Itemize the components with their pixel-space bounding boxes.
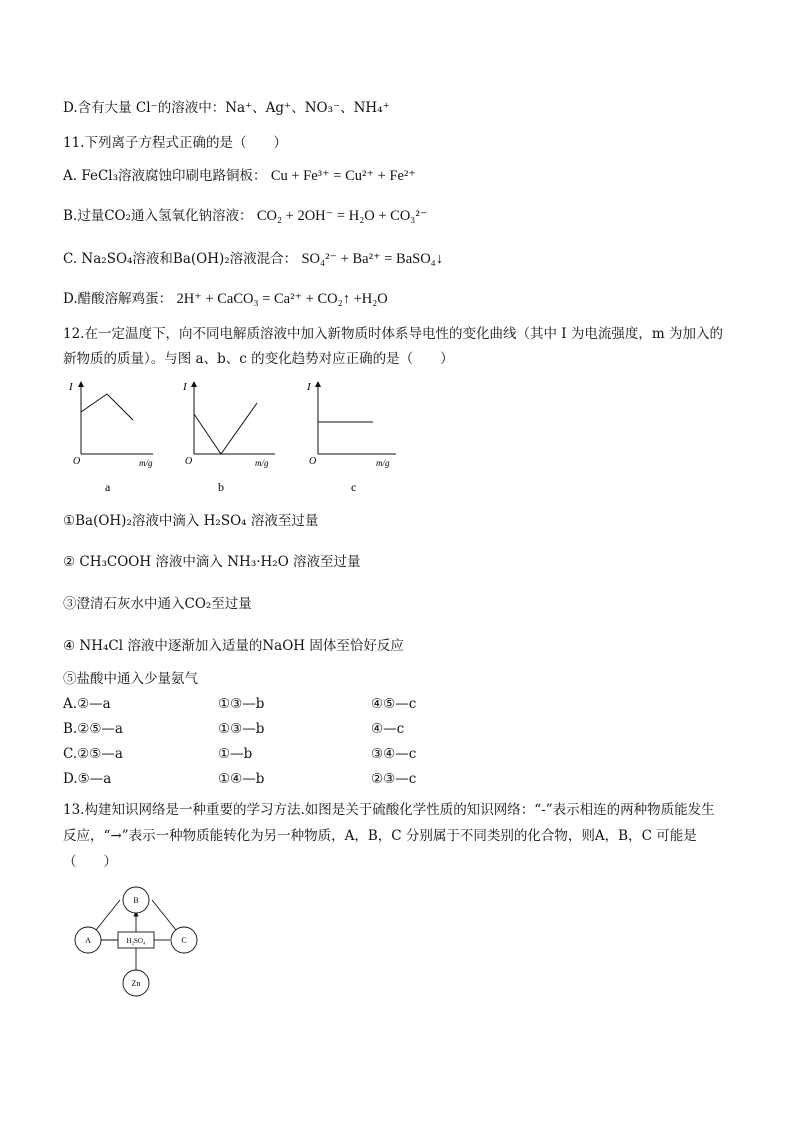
q12-graphs <box>63 376 403 496</box>
option-d-col1: D.⑤—a <box>63 771 112 787</box>
q12-item-1: ①Ba(OH)₂溶液中滴入 H₂SO₄ 溶液至过量 <box>63 513 319 529</box>
graph-a-caption: a <box>105 480 111 494</box>
graph-b-curve <box>194 403 257 454</box>
q11-stem: 11.下列离子方程式正确的是（ ） <box>63 135 287 151</box>
q12-item-5: ⑤盐酸中通入少量氨气 <box>63 671 198 687</box>
q11-b-formula: CO₂ + 2OH⁻ = H₂O + CO₃²⁻ <box>256 208 428 224</box>
graph-b <box>182 381 275 494</box>
q12-item-2: ② CH₃COOH 溶液中滴入 NH₃·H₂O 溶液至过量 <box>63 554 361 570</box>
option-c-col3: ③④—c <box>371 746 417 762</box>
q12-item-4: ④ NH₄Cl 溶液中逐渐加入适量的NaOH 固体至恰好反应 <box>63 638 404 654</box>
q11-b-text: B.过量CO₂通入氢氧化钠溶液： <box>63 208 253 224</box>
svg-text:B: B <box>133 896 139 905</box>
q12-item-3: ③澄清石灰水中通入CO₂至过量 <box>63 596 252 612</box>
option-b-col1: B.②⑤—a <box>63 721 123 737</box>
graph-c-origin: O <box>309 456 317 467</box>
q13-stem: 13.构建知识网络是一种重要的学习方法.如图是关于硫酸化学性质的知识网络：“-”表示相连的两种物质能发生反应，“→”表示一种物质能转化为另一种物质，A，B，C 分别属于不同类别的化合物，则A，B，C 可能是（ ） <box>63 802 715 870</box>
option-a-col1: A.②—a <box>63 696 111 712</box>
graph-b-x-label: m/g <box>255 458 269 468</box>
q11-option-c <box>63 250 443 268</box>
q10-option-d: D.含有大量 Cl⁻的溶液中：Na⁺、Ag⁺、NO₃⁻、NH₄⁺ <box>63 100 390 116</box>
svg-text:Zn: Zn <box>131 979 141 988</box>
node-a <box>75 927 101 953</box>
graph-c <box>306 381 396 494</box>
option-d-col3: ②③—c <box>371 771 417 787</box>
q11-d-text: D.醋酸溶解鸡蛋： <box>63 291 173 307</box>
graph-a <box>68 381 153 494</box>
graph-c-x-label: m/g <box>376 458 390 468</box>
svg-text:H₂SO₄: H₂SO₄ <box>126 937 146 945</box>
q11-option-b <box>63 207 427 225</box>
graph-b-y-label: I <box>183 381 187 393</box>
q11-c-formula: SO₄²⁻ + Ba²⁺ = BaSO₄↓ <box>301 251 443 267</box>
graph-a-origin: O <box>73 456 81 467</box>
q11-d-formula: 2H⁺ + CaCO₃ = Ca²⁺ + CO₂↑ +H₂O <box>176 291 388 307</box>
node-b <box>123 887 149 913</box>
graph-c-y-label: I <box>307 381 311 393</box>
q12-option-b <box>63 721 463 739</box>
graph-b-caption: b <box>218 480 224 494</box>
q11-a-formula: Cu + Fe³⁺ = Cu²⁺ + Fe²⁺ <box>270 168 416 184</box>
q13-diagram <box>66 882 206 1002</box>
q12-stem: 12.在一定温度下，向不同电解质溶液中加入新物质时体系导电性的变化曲线（其中 I 为电流强度，m 为加入的新物质的质量）。与图 a、b、c 的变化趋势对应正确的是（ ） <box>63 326 723 367</box>
node-zn <box>123 970 149 996</box>
q12-option-d <box>63 771 463 789</box>
svg-text:A: A <box>85 936 91 945</box>
graph-c-caption: c <box>351 480 357 494</box>
option-d-col2: ①④—b <box>218 771 265 787</box>
node-c <box>171 927 197 953</box>
option-a-col2: ①③—b <box>218 696 265 712</box>
q11-a-text: A. FeCl₃溶液腐蚀印刷电路铜板： <box>63 168 267 184</box>
option-c-col2: ①—b <box>218 746 253 762</box>
graph-a-x-label: m/g <box>139 458 153 468</box>
q11-option-d <box>63 290 388 308</box>
option-a-col3: ④⑤—c <box>371 696 417 712</box>
q11-option-a <box>63 167 416 185</box>
q12-option-c <box>63 746 463 764</box>
q11-c-text: C. Na₂SO₄溶液和Ba(OH)₂溶液混合： <box>63 251 298 267</box>
svg-text:C: C <box>181 936 187 945</box>
option-b-col3: ④—c <box>371 721 405 737</box>
graph-b-origin: O <box>185 456 193 467</box>
q12-option-a <box>63 696 463 714</box>
node-h2so4 <box>118 932 154 948</box>
option-c-col1: C.②⑤—a <box>63 746 123 762</box>
option-b-col2: ①③—b <box>218 721 265 737</box>
graph-a-curve <box>81 394 133 420</box>
graph-a-y-label: I <box>69 381 73 393</box>
